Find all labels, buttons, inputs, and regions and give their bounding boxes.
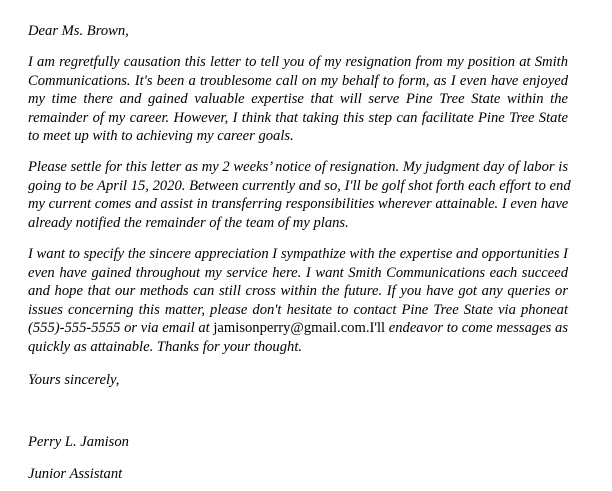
paragraph-line: Communications. It's been a troublesome call on my behalf to form, as I even have enjoyed [28,72,568,89]
paragraph-line: going to be April 15, 2020. Between currently and so, I'll be golf shot forth each effort to end [28,177,571,194]
paragraph-line: my time there and gained valuable expertise that will serve Pine Tree State within the [28,91,568,108]
paragraph-line: and hope that our methods can still cross within the future. If you have got any queries or [28,283,568,300]
paragraph-line: to meet up with to achieving my career goals. [28,128,294,145]
paragraph-line: quickly as attainable. Thanks for your thought. [28,338,303,355]
signer-name: Perry L. Jamison [28,434,129,450]
paragraph-line [28,319,568,338]
closing: Yours sincerely, [28,372,120,388]
contact-text: (555)-555-5555 or via email at [28,320,214,337]
body-paragraph [28,245,568,357]
body-paragraph [28,158,571,232]
paragraph-line: even have gained throughout my service here. I want Smith Communications each succeed [28,264,568,281]
paragraph-line: Please settle for this letter as my 2 weeks’ notice of resignation. My judgment day of labor is [28,159,568,175]
body-paragraph [28,53,568,146]
paragraph-line: remainder of my career. However, I think that taking this step can facilitate Pine Tree State [28,109,568,126]
email-address: jamisonperry@gmail.com.I'll [213,320,386,337]
salutation: Dear Ms. Brown, [28,23,129,39]
paragraph-line: already notified the remainder of the team of my plans. [28,214,349,231]
paragraph-line: I am regretfully causation this letter to tell you of my resignation from my position at Smith [28,54,568,70]
contact-text: endeavor to come messages as [385,320,568,337]
paragraph-line: issues concerning this matter, please don't hesitate to contact Pine Tree State via phoneat [28,301,568,318]
paragraph-line: I want to specify the sincere appreciation I sympathize with the expertise and opportunities I [28,246,568,262]
paragraph-line: my current comes and assist in transferring responsibilities wherever attainable. I even have [28,196,569,213]
signer-title: Junior Assistant [28,466,123,482]
